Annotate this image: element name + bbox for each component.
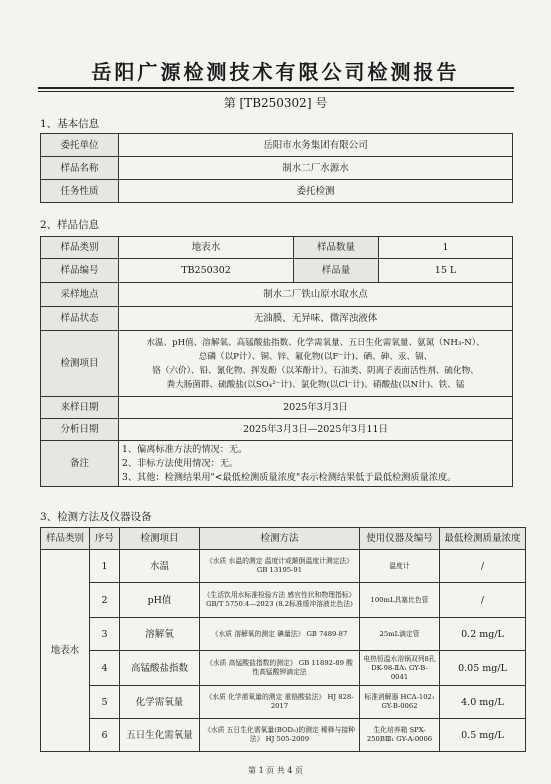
row-instrument: 生化培养箱 SPX-250BⅢ₁ GY-A-0006: [360, 719, 440, 752]
header-instrument: 使用仪器及编号: [360, 528, 440, 550]
items-label: 检测项目: [41, 331, 119, 397]
row-instrument: 25mL滴定管: [360, 618, 440, 651]
row-item: pH值: [120, 583, 200, 618]
client-label: 委托单位: [41, 134, 119, 157]
header-no: 序号: [90, 528, 120, 550]
row-no: 3: [90, 618, 120, 651]
row-instrument: 电热恒温水浴锅双列8孔 DK-98-ⅡA₁ GY-B-0041: [360, 651, 440, 686]
header-category: 样品类别: [41, 528, 90, 550]
receive-date-label: 来样日期: [41, 397, 119, 419]
table-row: [41, 686, 526, 719]
table-row: [41, 237, 513, 259]
basic-info-table: [40, 133, 513, 203]
items-line: 粪大肠菌群、硫酸盐(以SO₄²⁻计)、氯化物(以Cl⁻计)、硝酸盐(以N计)、铁、锰: [166, 379, 465, 390]
sample-category-cell: 地表水: [41, 550, 90, 752]
table-row: [41, 157, 513, 180]
report-title: 岳阳广源检测技术有限公司检测报告: [91, 60, 460, 84]
client-value: 岳阳市水务集团有限公司: [119, 134, 513, 157]
row-no: 4: [90, 651, 120, 686]
row-no: 5: [90, 686, 120, 719]
table-row: [41, 397, 513, 419]
table-header-row: [41, 528, 526, 550]
receive-date-value: 2025年3月3日: [119, 397, 513, 419]
sample-no-value: TB250302: [119, 259, 294, 283]
table-row: [41, 550, 526, 583]
table-row: [41, 259, 513, 283]
row-item: 溶解氧: [120, 618, 200, 651]
table-row: [41, 134, 513, 157]
row-limit: 0.05 mg/L: [440, 651, 526, 686]
amount-value: 15 L: [379, 259, 513, 283]
row-item: 化学需氧量: [120, 686, 200, 719]
section-methods-title: 3、检测方法及仪器设备: [40, 511, 152, 523]
row-instrument: 标准消解器 HCA-102₁ GY-B-0062: [360, 686, 440, 719]
table-row: [41, 180, 513, 203]
title-rule: [38, 87, 514, 89]
row-limit: /: [440, 583, 526, 618]
task-type-value: 委托检测: [119, 180, 513, 203]
row-item: 水温: [120, 550, 200, 583]
remark-line: 3、其他：检测结果用"<最低检测质量浓度"表示检测结果低于最低检测质量浓度。: [122, 471, 457, 483]
row-no: 6: [90, 719, 120, 752]
report-number: 第 [TB250302] 号: [223, 96, 328, 110]
page-footer: 第 1 页 共 4 页: [248, 766, 303, 775]
table-row: [41, 419, 513, 441]
table-row: [41, 719, 526, 752]
row-method: 《水质 水温的测定 温度计或颠倒温度计测定法》 GB 13195-91: [200, 550, 360, 583]
title-rule-thin: [38, 91, 514, 92]
analysis-date-value: 2025年3月3日—2025年3月11日: [119, 419, 513, 441]
location-label: 采样地点: [41, 283, 119, 307]
remarks-value: [119, 441, 513, 487]
amount-label: 样品量: [294, 259, 379, 283]
table-row: [41, 618, 526, 651]
methods-table: [40, 527, 526, 752]
row-limit: /: [440, 550, 526, 583]
task-type-label: 任务性质: [41, 180, 119, 203]
row-method: 《生活饮用水标准检验方法 感官性状和物理指标》GB/T 5750.4—2023 (8.2标准缓冲溶液比色法): [200, 583, 360, 618]
row-method: 《水质 五日生化需氧量(BOD₅)的测定 稀释与接种法》 HJ 505-2009: [200, 719, 360, 752]
items-value: [119, 331, 513, 397]
row-limit: 4.0 mg/L: [440, 686, 526, 719]
remark-line: 2、非标方法使用情况：无。: [122, 457, 239, 469]
header-limit: 最低检测质量浓度: [440, 528, 526, 550]
row-limit: 0.2 mg/L: [440, 618, 526, 651]
location-value: 制水二厂铁山原水取水点: [119, 283, 513, 307]
remark-line: 1、偏离标准方法的情况：无。: [122, 443, 248, 455]
header-item: 检测项目: [120, 528, 200, 550]
category-label: 样品类别: [41, 237, 119, 259]
items-line: 总磷（以P计）、铜、锌、氟化物(以F⁻计)、硒、砷、汞、镉、: [198, 351, 433, 362]
table-row: [41, 441, 513, 487]
remarks-label: 备注: [41, 441, 119, 487]
items-line: 水温、pH值、溶解氧、高锰酸盐指数、化学需氧量、五日生化需氧量、氨氮（NH₃-N）、: [146, 337, 485, 348]
row-item: 高锰酸盐指数: [120, 651, 200, 686]
sample-info-table: [40, 236, 513, 487]
table-row: [41, 331, 513, 397]
row-method: 《水质 高锰酸盐指数的测定》 GB 11892-89 酸性高锰酸钾滴定法: [200, 651, 360, 686]
row-limit: 0.5 mg/L: [440, 719, 526, 752]
items-line: 铬（六价）、铅、氰化物、挥发酚（以苯酚计）、石油类、阴离子表面活性剂、硫化物、: [152, 365, 479, 376]
row-instrument: 100mL具塞比色管: [360, 583, 440, 618]
analysis-date-label: 分析日期: [41, 419, 119, 441]
row-no: 1: [90, 550, 120, 583]
category-value: 地表水: [119, 237, 294, 259]
row-no: 2: [90, 583, 120, 618]
table-row: [41, 283, 513, 307]
quantity-label: 样品数量: [294, 237, 379, 259]
table-row: [41, 651, 526, 686]
row-item: 五日生化需氧量: [120, 719, 200, 752]
sample-name-value: 制水二厂水源水: [119, 157, 513, 180]
header-method: 检测方法: [200, 528, 360, 550]
quantity-value: 1: [379, 237, 513, 259]
table-row: [41, 583, 526, 618]
row-method: 《水质 溶解氧的测定 碘量法》 GB 7489-87: [200, 618, 360, 651]
row-method: 《水质 化学需氧量的测定 重铬酸盐法》 HJ 828-2017: [200, 686, 360, 719]
sample-no-label: 样品编号: [41, 259, 119, 283]
section-sample-info-title: 2、样品信息: [40, 219, 100, 231]
state-label: 样品状态: [41, 307, 119, 331]
table-row: [41, 307, 513, 331]
state-value: 无油膜、无异味、微浑浊液体: [119, 307, 513, 331]
row-instrument: 温度计: [360, 550, 440, 583]
sample-name-label: 样品名称: [41, 157, 119, 180]
section-basic-info-title: 1、基本信息: [40, 118, 100, 130]
